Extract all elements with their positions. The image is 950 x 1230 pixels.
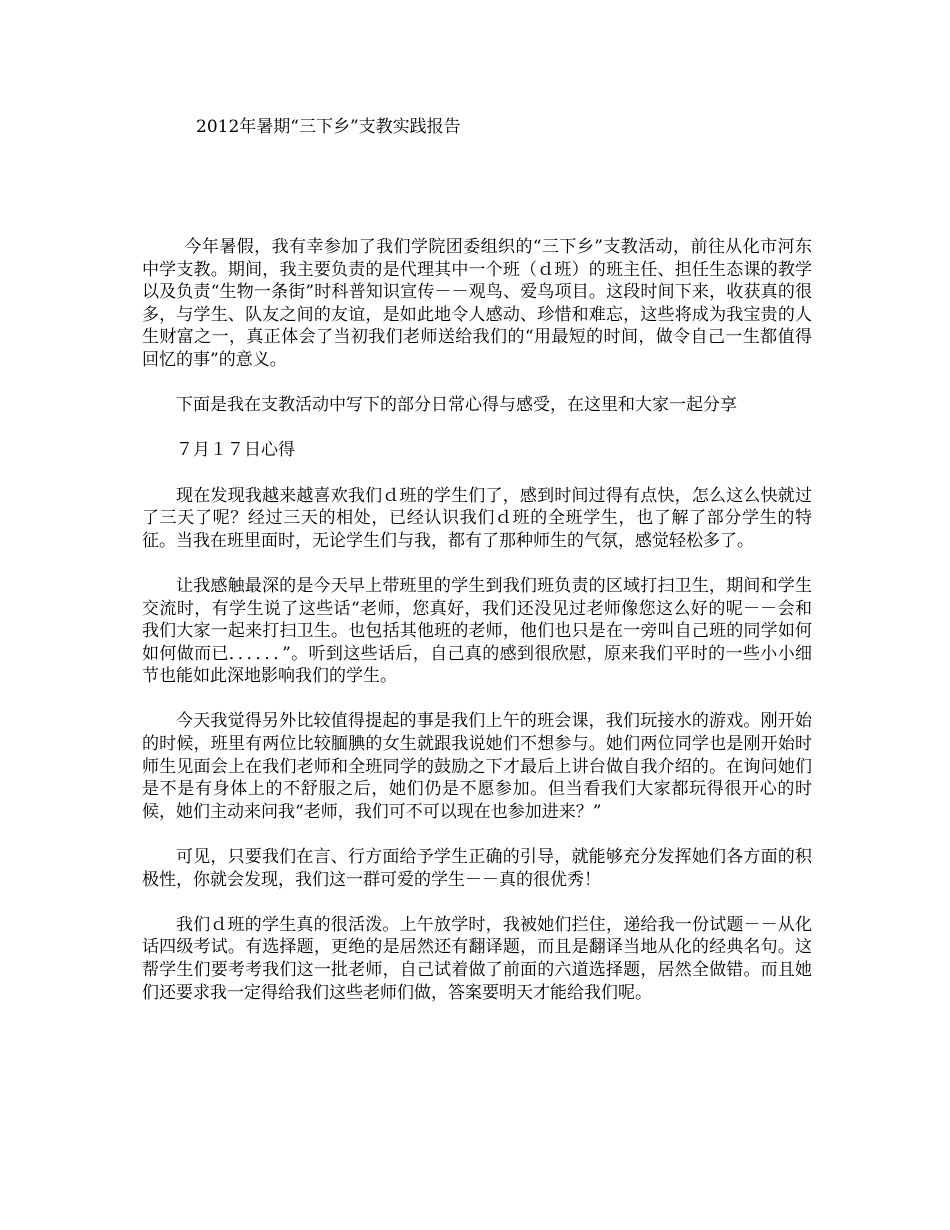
paragraph-diary-5: 我们ｄ班的学生真的很活泼。上午放学时，我被她们拦住，递给我一份试题－－从化话四级考试。有选择题，更绝的是居然还有翻译题，而且是翻译当地从化的经典名句。这帮学生们要考考我们这一批老师，自己试着做了前面的六道选择题，居然全做错。而且她们还要求我一定得给我们这些老师们做，答案要明天才能给我们呢。 — [142, 914, 812, 1003]
document-title: 2012年暑期“三下乡”支教实践报告 — [196, 117, 461, 137]
paragraph-diary-3: 今天我觉得另外比较值得提起的事是我们上午的班会课，我们玩接水的游戏。刚开始的时候，班里有两位比较腼腆的女生就跟我说她们不想参与。她们两位同学也是刚开始时师生见面会上在我们老师和全班同学的鼓励之下才最后上讲台做自我介绍的。在询问她们是不是有身体上的不舒服之后，她们仍是不愿参加。但当看我们大家都玩得很开心的时候，她们主动来问我“老师，我们可不可以现在也参加进来？” — [142, 711, 812, 822]
paragraph-diary-4: 可见，只要我们在言、行方面给予学生正确的引导，就能够充分发挥她们各方面的积极性，你就会发现，我们这一群可爱的学生－－真的很优秀！ — [142, 847, 812, 890]
paragraph-diary-1: 现在发现我越来越喜欢我们ｄ班的学生们了，感到时间过得有点快，怎么这么快就过了三天了呢？经过三天的相处，已经认识我们ｄ班的全班学生，也了解了部分学生的特征。当我在班里面时，无论学生们与我，都有了那种师生的气氛，感觉轻松多了。 — [142, 485, 812, 551]
paragraph-sharing-note: 下面是我在支教活动中写下的部分日常心得与感受，在这里和大家一起分享 — [176, 395, 737, 416]
paragraph-diary-2: 让我感触最深的是今天早上带班里的学生到我们班负责的区域打扫卫生，期间和学生交流时，有学生说了这些话“老师，您真好，我们还没见过老师像您这么好的呢－－会和我们大家一起来打扫卫生。也包括其他班的老师，他们也只是在一旁叫自己班的同学如何如何做而已．．．．．．”。听到这些话后，自己真的感到很欣慰，原来我们平时的一些小小细节也能如此深地影响我们的学生。 — [142, 575, 812, 687]
diary-date-heading: ７月１７日心得 — [176, 440, 295, 461]
document-body — [142, 236, 812, 1027]
paragraph-intro: 今年暑假，我有幸参加了我们学院团委组织的“三下乡”支教活动，前往从化市河东中学支教。期间，我主要负责的是代理其中一个班（ｄ班）的班主任、担任生态课的教学以及负责“生物一条街”时科普知识宣传－－观鸟、爱鸟项目。这段时间下来，收获真的很多，与学生、队友之间的友谊，是如此地令人感动、珍惜和难忘，这些将成为我宝贵的人生财富之一，真正体会了当初我们老师送给我们的“用最短的时间，做令自己一生都值得回忆的事”的意义。 — [142, 237, 812, 370]
